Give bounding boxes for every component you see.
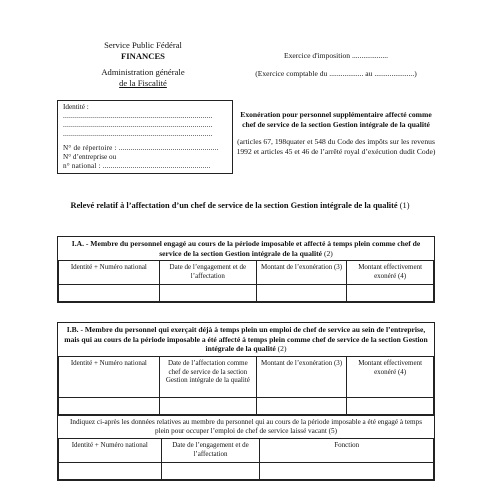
section-ia-note: (2)	[323, 248, 333, 258]
table-header-row	[59, 439, 434, 463]
national-number-field[interactable]: n° national : ......................................................	[63, 162, 211, 170]
identity-line-3[interactable]: ...........................................................................	[63, 130, 213, 138]
exercice-comptable: (Exercice comptable du .................. au .....................)	[255, 69, 417, 78]
table-cell[interactable]	[59, 463, 162, 480]
table-cell[interactable]	[59, 397, 160, 414]
service-name: Service Public Fédéral	[104, 40, 182, 50]
column-header: Date de l’engagement et de l’affectation	[161, 439, 260, 463]
administration-header	[88, 40, 198, 88]
administration-subname: de la Fiscalité	[119, 77, 167, 88]
administration-name: Administration générale	[101, 67, 185, 77]
section-ia-title-text: I.A. - Membre du personnel engagé au cours de la période imposable et affecté à temps plein comme chef de service de la section Gestion intégrale de la qualité	[71, 239, 421, 258]
table-cell[interactable]	[347, 285, 434, 302]
column-header: Montant effectivement exonéré (4)	[347, 356, 434, 397]
section-ib-table	[58, 356, 434, 415]
identity-box	[57, 100, 233, 174]
identity-line-1[interactable]: ...........................................................................	[63, 112, 213, 120]
table-cell[interactable]	[161, 463, 260, 480]
exoneration-title: Exonération pour personnel supplémentaire affecté comme chef de service de la section Gestion intégrale de la qualité	[240, 110, 432, 129]
table-row	[59, 285, 434, 302]
column-header: Montant de l’exonération (3)	[256, 261, 346, 285]
table-header-row	[59, 356, 434, 397]
column-header: Identité + Numéro national	[59, 439, 162, 463]
table-cell[interactable]	[347, 397, 434, 414]
table-cell[interactable]	[260, 463, 434, 480]
department-name: FINANCES	[121, 50, 165, 61]
table-cell[interactable]	[159, 397, 256, 414]
column-header: Identité + Numéro national	[59, 356, 160, 397]
fiscal-year-block	[236, 51, 436, 79]
column-header: Date de l’engagement et de l’affectation	[159, 261, 256, 285]
column-header: Montant de l’exonération (3)	[256, 356, 346, 397]
column-header: Fonction	[260, 439, 434, 463]
replacement-note: Indiquez ci-après les données relatives au membre du personnel qui au cours de la période imposable a été engagé à temps plein pour occuper l’emploi de chef de service laissé vacant (5)	[58, 415, 434, 438]
section-ib-note: (2)	[277, 344, 287, 354]
section-ib-title-text: I.B. - Membre du personnel qui exerçait déjà à temps plein un emploi de chef de service au sein de l’entreprise, mais qui au cours de la période imposable a été affecté à temps plein comme chef de service de la section Gestion intégrale de la qualité	[64, 325, 428, 354]
column-header: Identité + Numéro national	[59, 261, 160, 285]
table-cell[interactable]	[59, 285, 160, 302]
section-ib-title	[58, 323, 434, 356]
repertoire-field[interactable]: N° de répertoire : ..................................................	[63, 144, 219, 152]
column-header: Montant effectivement exonéré (4)	[347, 261, 434, 285]
section-ib	[57, 322, 435, 481]
table-row	[59, 463, 434, 480]
releve-heading	[30, 201, 450, 210]
releve-note: (1)	[399, 201, 410, 210]
table-row	[59, 397, 434, 414]
section-ia	[57, 236, 435, 303]
identity-line-2[interactable]: ...........................................................................	[63, 121, 213, 129]
entreprise-label: N° d’entreprise ou	[63, 153, 117, 161]
table-cell[interactable]	[256, 397, 346, 414]
exoneration-block	[236, 110, 436, 156]
table-cell[interactable]	[256, 285, 346, 302]
table-header-row	[59, 261, 434, 285]
identity-label: Identité :	[63, 103, 89, 111]
replacement-table	[58, 438, 434, 480]
section-ia-title	[58, 237, 434, 260]
section-ia-table	[58, 260, 434, 302]
table-cell[interactable]	[159, 285, 256, 302]
exercice-imposition: Exercice d'imposition ...................	[283, 51, 389, 60]
releve-text: Relevé relatif à l’affectation d’un chef de service de la section Gestion intégrale de la qualité	[70, 201, 398, 210]
column-header: Date de l’affectation comme chef de service de la section Gestion intégrale de la qualité	[159, 356, 256, 397]
exoneration-references: (articles 67, 198quater et 548 du Code des impôts sur les revenus 1992 et articles 45 et 46 de l’arrêté royal d’exécution dudit Code)	[236, 137, 436, 156]
